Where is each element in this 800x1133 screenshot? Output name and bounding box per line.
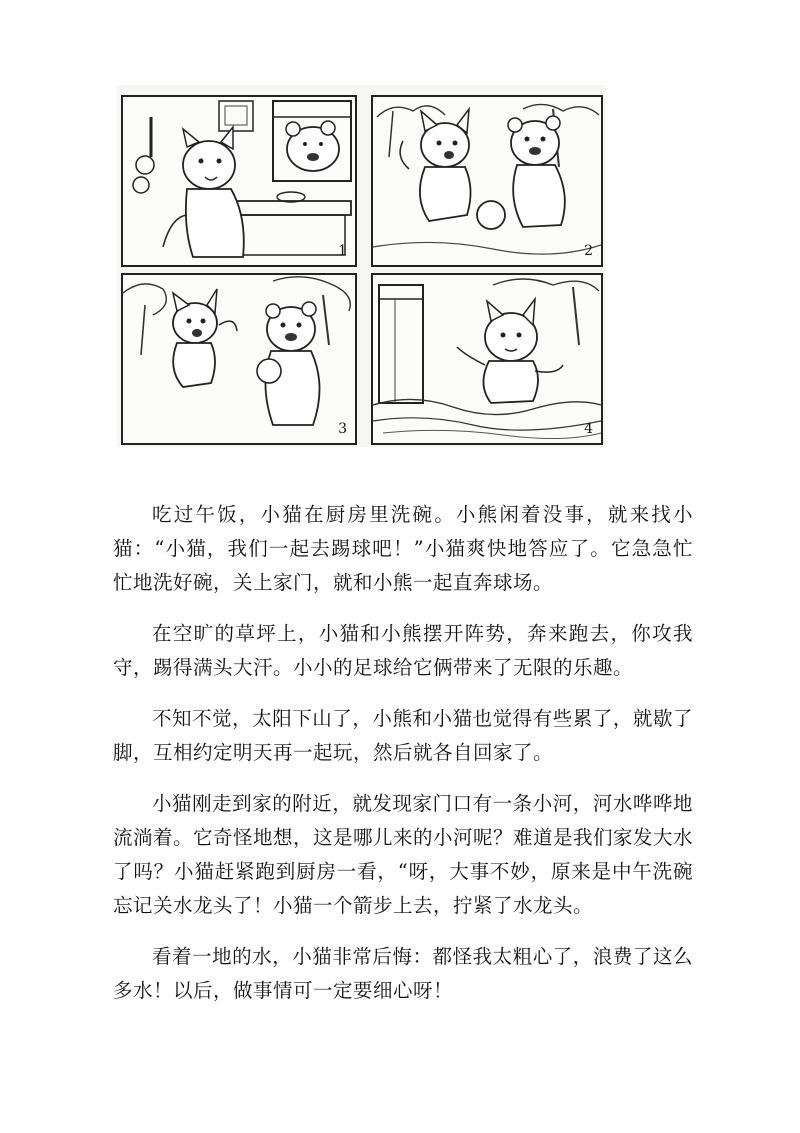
comic-panel-1 [121, 95, 357, 267]
comic-panel-3 [121, 273, 357, 445]
story-paragraph-1: 吃过午饭，小猫在厨房里洗碗。小熊闲着没事，就来找小猫：“小猫，我们一起去踢球吧！”小猫爽快地答应了。它急急忙忙地洗好碗，关上家门，就和小熊一起直奔球场。 [113, 503, 693, 594]
panel-number: 2 [584, 243, 593, 259]
story-text [113, 498, 693, 1025]
story-paragraph-2: 在空旷的草坪上，小猫和小熊摆开阵势，奔来跑去，你攻我守，踢得满头大汗。小小的足球给它俩带来了无限的乐趣。 [113, 622, 693, 679]
story-paragraph-5: 看着一地的水，小猫非常后悔：都怪我太粗心了，浪费了这么多水！以后，做事情可一定要细心呀！ [113, 945, 693, 1002]
panel-number: 3 [338, 421, 347, 437]
story-paragraph-4: 小猫刚走到家的附近，就发现家门口有一条小河，河水哗哗地流淌着。它奇怪地想，这是哪儿来的小河呢？难道是我们家发大水了吗？小猫赶紧跑到厨房一看，“呀，大事不妙，原来是中午洗碗忘记关水龙头了！小猫一个箭步上去，拧紧了水龙头。 [113, 792, 694, 917]
panel-2-drawing [373, 97, 601, 265]
panel-number: 4 [584, 421, 593, 437]
panel-4-drawing [373, 275, 601, 443]
story-paragraph-3: 不知不觉，太阳下山了，小熊和小猫也觉得有些累了，就歇了脚，互相约定明天再一起玩，然后就各自回家了。 [113, 707, 693, 764]
comic-strip-illustration [117, 85, 605, 447]
comic-panel-2 [371, 95, 603, 267]
panel-3-drawing [123, 275, 355, 443]
panel-1-drawing [123, 97, 355, 265]
comic-panel-4 [371, 273, 603, 445]
panel-number: 1 [338, 243, 347, 259]
